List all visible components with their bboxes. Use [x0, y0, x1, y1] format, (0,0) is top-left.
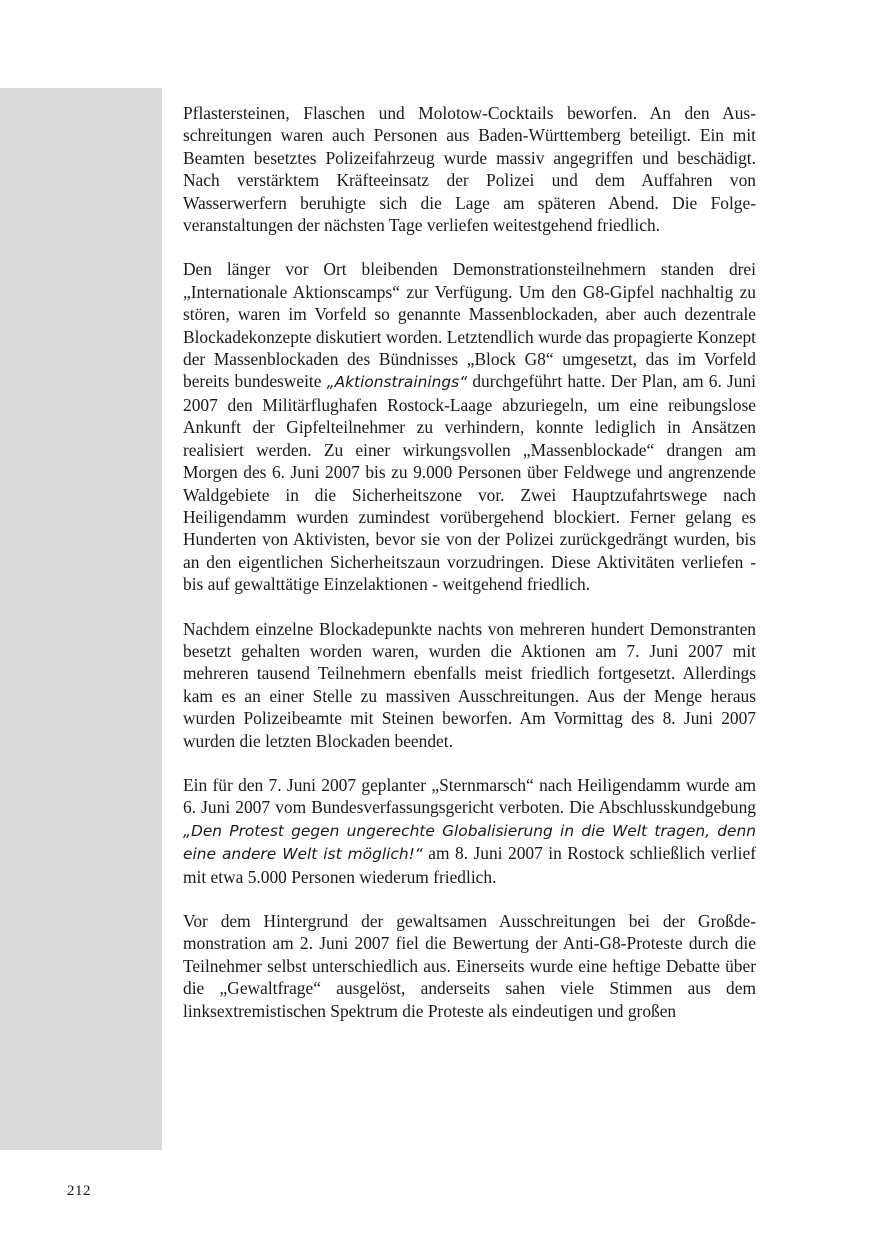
paragraph-text: Vor dem Hintergrund der gewaltsamen Ausschreitungen bei der Großdemonstration am 2. Juni 2007 fiel die Bewertung der Anti-G8-Proteste durch die Teilnehmer selbst unterschiedlich aus. Einerseits wurde eine heftige Debatte über die „Gewaltfrage“ ausgelöst, anderseits sahen viele Stimmen aus dem linksextremistischen Spektrum die Proteste als eindeutigen und großen: [183, 911, 756, 1021]
italic-quote: „Den Protest gegen ungerechte Globalisierung in die Welt tragen, denn eine andere Welt ist möglich!“: [183, 821, 756, 864]
paragraph-1: [183, 102, 756, 236]
paragraph-3: [183, 618, 756, 752]
paragraph-text: Pflastersteinen, Flaschen und Molotow-Cocktails beworfen. An den Ausschreitungen waren auch Personen aus Baden-Württemberg beteiligt. Ein mit Beamten besetztes Polizeifahrzeug wurde massiv angegriffen und beschädigt. Nach verstärktem Kräfteeinsatz der Polizei und dem Auffahren von Wasserwerfern beruhigte sich die Lage am späteren Abend. Die Folgeveranstaltungen der nächsten Tage verliefen weitestgehend friedlich.: [183, 103, 756, 236]
paragraph-2: [183, 258, 756, 595]
page-number: 212: [67, 1183, 91, 1199]
paragraph-text: Ein für den 7. Juni 2007 geplanter „Sternmarsch“ nach Heiligendamm wurde am 6. Juni 2007 vom Bundesverfassungsgericht verboten. Die Abschlusskundgebung: [183, 774, 756, 818]
body-text: [183, 102, 756, 1044]
paragraph-4: [183, 774, 756, 888]
paragraph-text: Nachdem einzelne Blockadepunkte nachts von mehreren hundert Demonstranten besetzt gehalten worden waren, wurden die Aktionen am 7. Juni 2007 mit mehreren tausend Teilnehmern ebenfalls meist friedlich fortgesetzt. Allerdings kam es an einer Stelle zu massiven Ausschreitungen. Aus der Menge heraus wurden Polizeibeamte mit Steinen beworfen. Am Vormittag des 8. Juni 2007 wurden die letzten Blockaden beendet.: [183, 618, 756, 751]
margin-band: [0, 88, 162, 1150]
paragraph-text: am 8. Juni 2007 in Rostock schließlich verlief mit etwa 5.000 Personen wiederum friedlich.: [183, 843, 756, 887]
italic-quote: „Aktionstrainings“: [326, 373, 468, 392]
paragraph-text: Den länger vor Ort bleibenden Demonstrationsteilnehmern standen drei „Internationale Aktionscamps“ zur Verfügung. Um den G8-Gipfel nachhaltig zu stören, waren im Vorfeld so genannte Massenblockaden, aber auch dezentrale Blockadekonzepte diskutiert worden. Letztendlich wurde das propagierte Konzept der Massenblockaden des Bündnisses „Block G8“ umgesetzt, das im Vorfeld bereits bundesweite: [183, 259, 756, 392]
paragraph-text: durchgeführt hatte. Der Plan, am 6. Juni 2007 den Militärflughafen Rostock-Laage abzuriegeln, um eine reibungslose Ankunft der Gipfelteilnehmer zu verhindern, konnte lediglich in Ansätzen realisiert werden. Zu einer wirkungsvollen „Massenblockade“ drangen am Morgen des 6. Juni 2007 bis zu 9.000 Personen über Feldwege und angrenzende Waldgebiete in die Sicherheitszone vor. Zwei Hauptzufahrtswege nach Heiligendamm wurden zumindest vorübergehend blockiert. Ferner gelang es Hunderten von Aktivisten, bevor sie von der Polizei zurückgedrängt wurden, bis an den eigentlichen Sicherheitszaun vorzudringen. Diese Aktivitäten verliefen - bis auf gewalttätige Einzelaktionen - weitgehend friedlich.: [183, 371, 756, 595]
paragraph-5: [183, 910, 756, 1022]
